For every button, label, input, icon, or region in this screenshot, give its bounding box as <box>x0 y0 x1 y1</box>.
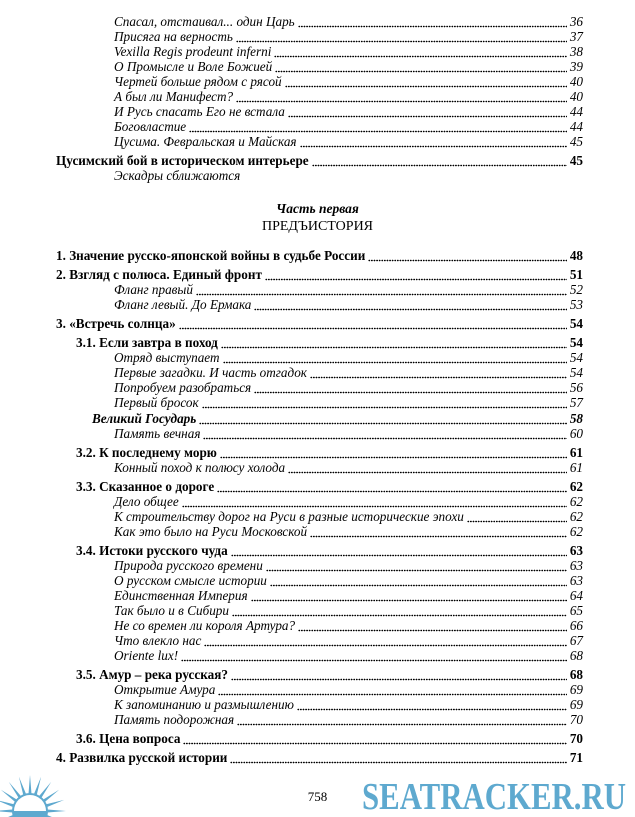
toc-entry-page: 67 <box>569 633 583 648</box>
dot-leader <box>251 588 567 603</box>
part-subtitle: ПРЕДЪИСТОРИЯ <box>261 219 374 234</box>
dot-leader <box>199 411 567 426</box>
dot-leader <box>310 524 567 539</box>
toc-entry-title: Как это было на Руси Московской <box>114 524 308 539</box>
dot-leader <box>265 267 567 282</box>
toc-entry-page: 52 <box>569 282 583 297</box>
toc-entry-page: 54 <box>569 335 583 350</box>
toc-entry-page: 44 <box>569 119 583 134</box>
toc-entry-page: 71 <box>569 750 583 765</box>
toc-entry <box>0 395 635 410</box>
toc-entry-page: 63 <box>569 543 583 558</box>
watermark-text: SEATRACKER.RU <box>362 776 626 815</box>
part-title: Часть первая <box>276 201 359 216</box>
toc-entry-page: 69 <box>569 682 583 697</box>
toc-entry-page: 37 <box>569 29 583 44</box>
toc-entry-title: 3.5. Амур – река русская? <box>76 667 228 682</box>
toc-entry-page: 63 <box>569 573 583 588</box>
toc-entry-page: 70 <box>569 731 583 746</box>
toc-entry-page: 38 <box>569 44 583 59</box>
dot-leader <box>254 380 567 395</box>
toc-entry-title: А был ли Манифест? <box>114 89 234 104</box>
toc-entry-page: 54 <box>569 316 583 331</box>
dot-leader <box>243 168 567 183</box>
dot-leader <box>297 697 567 712</box>
dot-leader <box>285 74 567 89</box>
toc-entry-page: 51 <box>569 267 583 282</box>
dot-leader <box>298 618 567 633</box>
dot-leader <box>275 59 567 74</box>
dot-leader <box>230 750 567 765</box>
toc-entry-title: 3.3. Сказанное о дороге <box>76 479 215 494</box>
toc-entry-title: Фланг правый <box>114 282 193 297</box>
toc-entry-title: Конный поход к полюсу холода <box>114 460 286 475</box>
toc-entry-title: Цусимский бой в историческом интерьере <box>56 153 309 168</box>
toc-entry <box>0 74 635 89</box>
toc-entry <box>0 731 635 746</box>
toc-entry <box>0 445 635 460</box>
toc-entry-page: 62 <box>569 524 583 539</box>
toc-entry-page: 61 <box>569 445 583 460</box>
toc-entry-title: 3.1. Если завтра в поход <box>76 335 218 350</box>
toc-entry <box>0 633 635 648</box>
toc-entry <box>0 588 635 603</box>
toc-entry-title: И Русь спасать Его не встала <box>114 104 285 119</box>
toc-entry-page: 62 <box>569 479 583 494</box>
dot-leader <box>204 633 567 648</box>
dot-leader <box>232 603 567 618</box>
toc-entry <box>0 365 635 380</box>
toc-entry-page: 36 <box>569 14 583 29</box>
toc-entry-title: 2. Взгляд с полюса. Единый фронт <box>56 267 262 282</box>
toc-entry <box>0 89 635 104</box>
dot-leader <box>288 460 567 475</box>
toc-entry-title: К запоминанию и размышлению <box>114 697 294 712</box>
dot-leader <box>288 104 567 119</box>
toc-entry <box>0 558 635 573</box>
toc-entry <box>0 134 635 149</box>
toc-entry-title: О русском смысле истории <box>114 573 267 588</box>
dot-leader <box>220 445 567 460</box>
toc-entry-page: 45 <box>569 153 583 168</box>
toc-entry-page: 57 <box>569 395 583 410</box>
toc-entry-title: Чертей больше рядом с рясой <box>114 74 282 89</box>
toc-entry-page: 63 <box>569 558 583 573</box>
toc-entry <box>0 282 635 297</box>
toc-entry <box>0 667 635 682</box>
toc-entry <box>0 618 635 633</box>
toc-entry-page: 62 <box>569 509 583 524</box>
toc-entry-page: 62 <box>569 494 583 509</box>
toc-entry-page: 40 <box>569 89 583 104</box>
dot-leader <box>236 89 567 104</box>
toc-entry-title: Дело общее <box>114 494 179 509</box>
dot-leader <box>181 648 567 663</box>
dot-leader <box>254 297 567 312</box>
toc-entry <box>0 682 635 697</box>
toc-entry-title: Так было и в Сибири <box>114 603 229 618</box>
toc-entry <box>0 119 635 134</box>
dot-leader <box>368 248 567 263</box>
toc-entry-page: 39 <box>569 59 583 74</box>
dot-leader <box>298 14 567 29</box>
toc-entry <box>0 153 635 168</box>
toc-entry <box>0 479 635 494</box>
toc-entry-title: К строительству дорог на Руси в разные исторические эпохи <box>114 509 464 524</box>
toc-entry <box>0 335 635 350</box>
dot-leader <box>310 365 567 380</box>
toc-entry-title: Эскадры сближаются <box>114 168 241 183</box>
toc-entry-title: 3.6. Цена вопроса <box>76 731 181 746</box>
toc-continuation <box>0 14 635 183</box>
toc-entry <box>0 350 635 365</box>
toc-entry-title: 1. Значение русско-японской войны в судьбе России <box>56 248 366 263</box>
dot-leader <box>274 44 567 59</box>
dot-leader <box>237 712 567 727</box>
toc-entry-page: 54 <box>569 365 583 380</box>
toc-entry <box>0 494 635 509</box>
toc-entry-title: Vexilla Regis prodeunt inferni <box>114 44 272 59</box>
toc-entry-page: 40 <box>569 74 583 89</box>
toc-entry-title: Спасал, отстаивал... один Царь <box>114 14 295 29</box>
dot-leader <box>312 153 567 168</box>
toc-entry-title: Великий Государь <box>92 411 197 426</box>
dot-leader <box>266 558 567 573</box>
dot-leader <box>221 335 567 350</box>
toc-entry <box>0 380 635 395</box>
toc-entry-page: 54 <box>569 350 583 365</box>
toc-entry-page: 64 <box>569 588 583 603</box>
toc-entry-page: 65 <box>569 603 583 618</box>
toc-entry <box>0 297 635 312</box>
toc-entry-title: Первые загадки. И часть отгадок <box>114 365 307 380</box>
toc-entry-page: 53 <box>569 297 583 312</box>
dot-leader <box>231 543 567 558</box>
dot-leader <box>179 316 567 331</box>
toc-entry-page: 56 <box>569 380 583 395</box>
toc-entry-title: Не со времен ли короля Артура? <box>114 618 296 633</box>
dot-leader <box>236 29 567 44</box>
toc-entry-page: 58 <box>569 411 583 426</box>
toc-entry-title: Единственная Империя <box>114 588 248 603</box>
toc-entry <box>0 14 635 29</box>
toc-entry-page: 68 <box>569 648 583 663</box>
toc-entry-title: 3.2. К последнему морю <box>76 445 217 460</box>
dot-leader <box>270 573 567 588</box>
toc-entry <box>0 168 635 183</box>
toc-entry-title: Природа русского времени <box>114 558 263 573</box>
toc-entry <box>0 267 635 282</box>
dot-leader <box>182 494 567 509</box>
toc-entry <box>0 248 635 263</box>
toc-entry <box>0 750 635 765</box>
toc-entry-title: Oriente lux! <box>114 648 179 663</box>
dot-leader <box>218 682 567 697</box>
toc-entry <box>0 509 635 524</box>
toc-entry <box>0 573 635 588</box>
toc-entry <box>0 316 635 331</box>
dot-leader <box>231 667 567 682</box>
toc-entry-title: Присяга на верность <box>114 29 233 44</box>
toc-entry-title: Память вечная <box>114 426 201 441</box>
toc-entry <box>0 59 635 74</box>
toc-entry-title: Память подорожная <box>114 712 235 727</box>
toc-entry <box>0 543 635 558</box>
toc-entry-title: Цусима. Февральская и Майская <box>114 134 297 149</box>
toc-entry <box>0 411 635 426</box>
dot-leader <box>183 731 567 746</box>
toc-entry <box>0 104 635 119</box>
toc-entry <box>0 603 635 618</box>
dot-leader <box>300 134 567 149</box>
toc-entry <box>0 29 635 44</box>
toc-entry-title: Попробуем разобраться <box>114 380 252 395</box>
toc-entry-page: 44 <box>569 104 583 119</box>
dot-leader <box>223 350 567 365</box>
toc-entry <box>0 524 635 539</box>
toc-entry-page: 61 <box>569 460 583 475</box>
toc-entry <box>0 426 635 441</box>
toc-entry-title: О Промысле и Воле Божией <box>114 59 273 74</box>
dot-leader <box>202 395 567 410</box>
toc-entry-page: 45 <box>569 134 583 149</box>
toc-entry-page: 70 <box>569 712 583 727</box>
toc-entry-title: Боговластие <box>114 119 187 134</box>
page-number: 758 <box>307 789 328 804</box>
toc-entry-page: 48 <box>569 248 583 263</box>
toc-entry <box>0 460 635 475</box>
toc-entry-title: Открытие Амура <box>114 682 216 697</box>
toc-entry-page: 66 <box>569 618 583 633</box>
toc-entry-title: 3. «Встречь солнца» <box>56 316 176 331</box>
toc-entry-title: Фланг левый. До Ермака <box>114 297 252 312</box>
toc-entry <box>0 648 635 663</box>
dot-leader <box>203 426 567 441</box>
dot-leader <box>467 509 567 524</box>
toc-entry-page: 69 <box>569 697 583 712</box>
toc-entry-title: 4. Развилка русской истории <box>56 750 228 765</box>
toc-part-one <box>0 244 635 765</box>
dot-leader <box>189 119 567 134</box>
toc-entry-title: Первый бросок <box>114 395 199 410</box>
toc-entry-title: Что влекло нас <box>114 633 202 648</box>
dot-leader <box>217 479 567 494</box>
toc-entry-page: 60 <box>569 426 583 441</box>
toc-entry-title: 3.4. Истоки русского чуда <box>76 543 228 558</box>
toc-entry-title: Отряд выступает <box>114 350 220 365</box>
toc-entry <box>0 697 635 712</box>
dot-leader <box>196 282 567 297</box>
toc-entry <box>0 712 635 727</box>
toc-entry-page: 68 <box>569 667 583 682</box>
toc-entry <box>0 44 635 59</box>
